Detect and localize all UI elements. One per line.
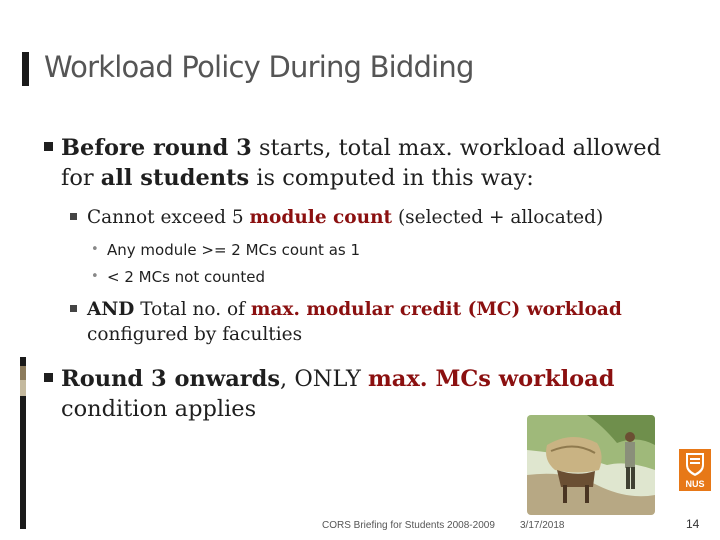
donkey-photo: [527, 415, 655, 515]
square-bullet-icon: [44, 142, 53, 151]
footer-date: 3/17/2018: [520, 520, 565, 531]
square-bullet-icon: [70, 213, 77, 220]
sub-bullet-text: Cannot exceed 5 module count (selected + allocated): [87, 207, 604, 228]
list-item: • < 2 MCs not counted: [91, 268, 266, 286]
nus-logo: [679, 449, 711, 491]
bullet-before-round-3: [44, 133, 684, 193]
list-item: • Any module >= 2 MCs count as 1: [91, 241, 361, 259]
dot-bullet-icon: •: [91, 269, 99, 284]
side-accent-segment: [20, 366, 26, 380]
page-number: 14: [686, 517, 700, 531]
sub-bullet-max-mc: [70, 297, 690, 347]
logo-text: NUS: [685, 479, 705, 489]
sub-bullet-module-count: [70, 205, 690, 230]
bullet-text: Round 3 onwards, ONLY max. MCs workload condition applies: [61, 366, 615, 422]
title-accent-bar: [22, 52, 29, 86]
bullet-text: Before round 3 starts, total max. workload allowed for all students is computed in this way:: [61, 135, 662, 191]
square-bullet-icon: [44, 373, 53, 382]
slide-title: Workload Policy During Bidding: [44, 50, 474, 84]
square-bullet-icon: [70, 305, 77, 312]
dot-bullet-icon: •: [91, 242, 99, 257]
side-accent-segment: [20, 380, 26, 396]
sub-bullet-text: AND Total no. of max. modular credit (MC) workload configured by faculties: [87, 299, 622, 345]
footer-event: CORS Briefing for Students 2008-2009: [322, 520, 495, 531]
